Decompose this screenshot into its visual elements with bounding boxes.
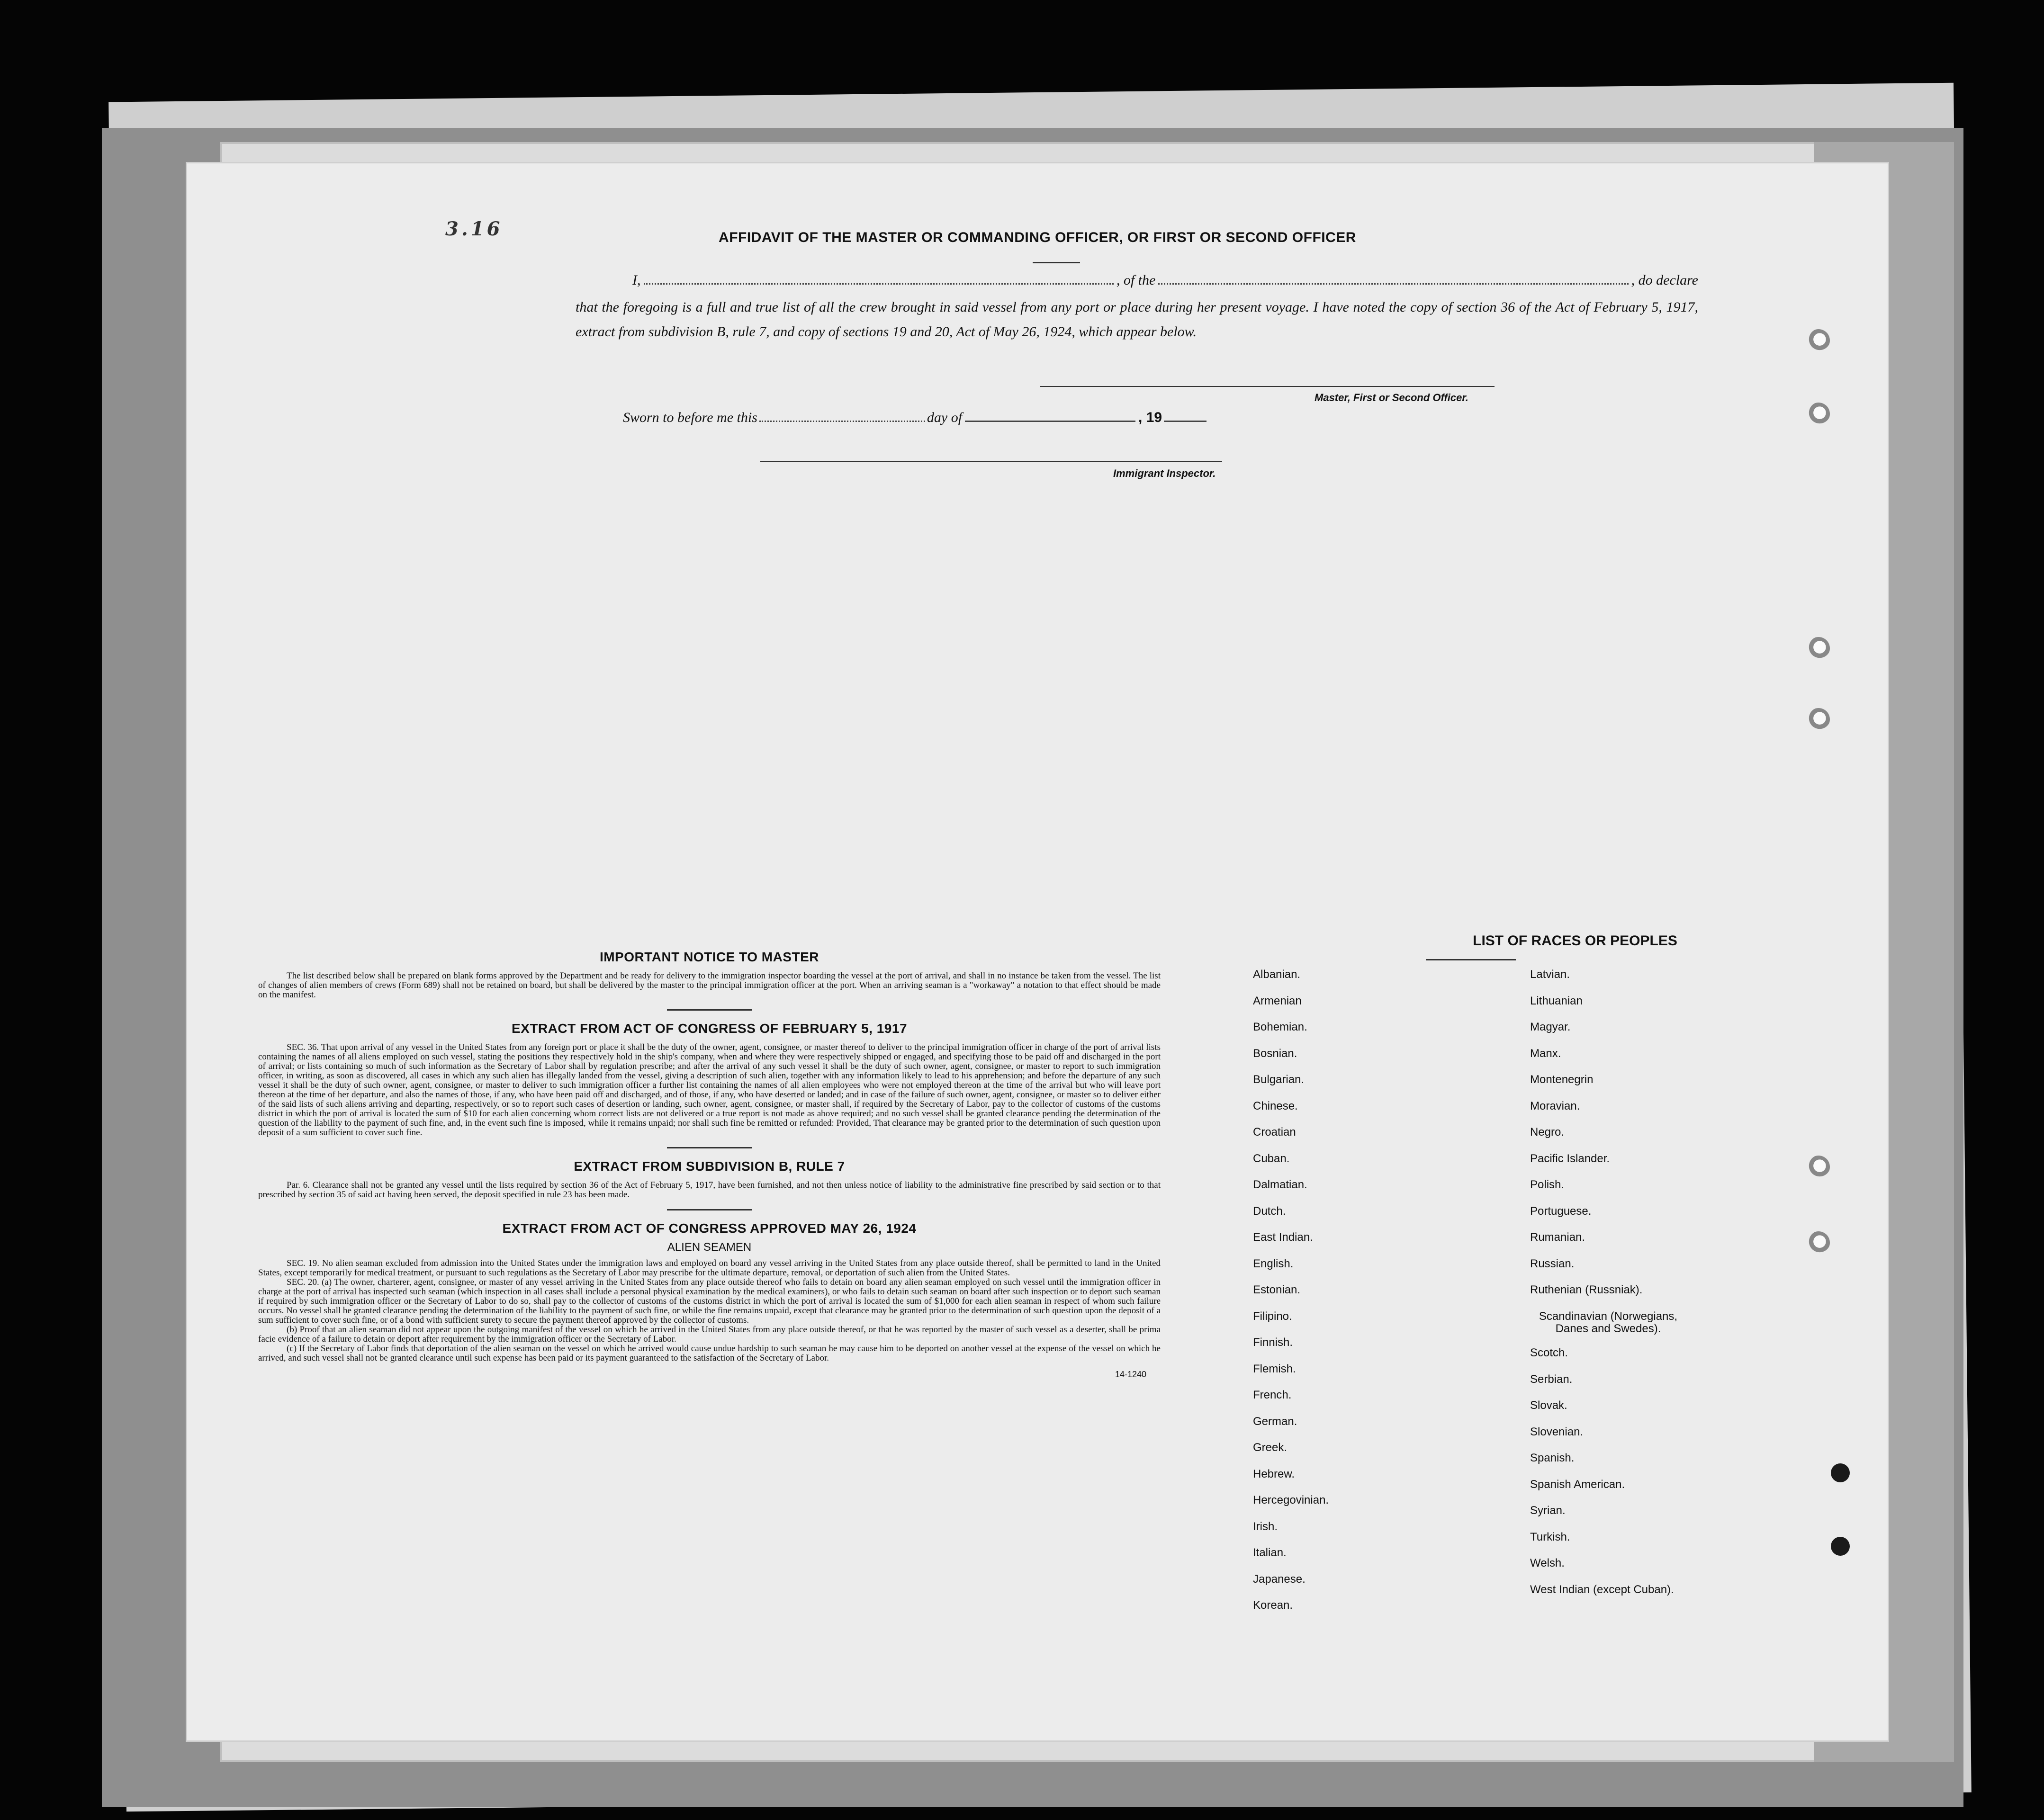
race-item: Serbian. [1530, 1372, 1573, 1386]
affidavit-declaration-line [632, 272, 1698, 288]
race-item: East Indian. [1253, 1231, 1313, 1244]
race-item: Albanian. [1253, 968, 1301, 981]
year-prefix: , 19 [1138, 410, 1162, 425]
race-item: Negro. [1530, 1126, 1565, 1139]
declarant-prefix: I, [632, 272, 641, 288]
affidavit-title: AFFIDAVIT OF THE MASTER OR COMMANDING OFFICER, OR FIRST OR SECOND OFFICER [719, 230, 1356, 245]
race-item: Rumanian. [1530, 1231, 1585, 1244]
inspector-signature-label: Immigrant Inspector. [1113, 467, 1216, 479]
sworn-line [623, 410, 1419, 426]
race-item: Bulgarian. [1253, 1073, 1305, 1086]
race-item: Hebrew. [1253, 1467, 1295, 1480]
punch-hole [1807, 1156, 1830, 1178]
master-signature-label: Master, First or Second Officer. [1315, 392, 1468, 403]
punch-hole [1807, 637, 1830, 660]
vessel-name-field[interactable] [1158, 274, 1628, 285]
punch-hole [1831, 1463, 1850, 1482]
race-item: Moravian. [1530, 1099, 1580, 1112]
race-item: Pacific Islander. [1530, 1152, 1610, 1165]
race-item: Spanish. [1530, 1452, 1575, 1465]
punch-hole [1807, 1231, 1830, 1254]
manifest-page [187, 163, 1888, 1740]
race-item: West Indian (except Cuban). [1530, 1583, 1674, 1596]
of-the-label: , of the [1116, 272, 1156, 288]
sec19-text: SEC. 19. No alien seaman excluded from admission into the United States under the immigration laws and employed on board any vessel arriving in the United States from any place outside thereof, shall be permitted to land in the United States, except temporarily for medical treatment, or pursuant to such regulations as the Secretary of Labor may prescribe for the ultimate departure, removal, or deportation of such alien from the United States. [258, 1258, 1161, 1278]
race-item: Bosnian. [1253, 1047, 1297, 1060]
race-item: Flemish. [1253, 1362, 1296, 1375]
sec20c-text: (c) If the Secretary of Labor finds that deportation of the alien seaman on the vessel on which he arrived would cause undue hardship to such seaman he may cause him to be deported on another vessel at the expense of the vessel on which he arrived, and such vessel shall not be granted clearance until such expense has been paid or its payment guaranteed to the satisfaction of the Secretary of Labor. [258, 1344, 1161, 1363]
divider [667, 1009, 752, 1011]
affidavit-body: that the foregoing is a full and true list of all the crew brought in said vessel from any port or place during her present voyage. I have noted the copy of section 36 of the Act of February 5, 1917, extract from subdivision B, rule 7, and copy of sections 19 and 20, Act of May 26, 1924, which appear below. [576, 299, 1698, 340]
race-item: Greek. [1253, 1441, 1288, 1454]
race-item: Dutch. [1253, 1204, 1286, 1218]
sworn-prefix: Sworn to before me this [623, 410, 757, 425]
race-item: Cuban. [1253, 1152, 1290, 1165]
race-item: German. [1253, 1415, 1297, 1428]
race-item: Russian. [1530, 1257, 1575, 1270]
race-item: Turkish. [1530, 1530, 1570, 1543]
notice-text: The list described below shall be prepared on blank forms approved by the Department and be ready for delivery to the immigration inspector boarding the vessel at the port of arrival, and shall in no instance be taken from the vessel. The list of changes of alien members of crews (Form 689) shall not be retained on board, but shall be delivered by the master to the principal immigration officer at the port. When an arriving seaman is a "workaway" a notation to that effect should be made on the manifest. [258, 971, 1161, 1000]
race-item: Latvian. [1530, 968, 1570, 981]
divider [667, 1209, 752, 1210]
extract-rule7-title: EXTRACT FROM SUBDIVISION B, RULE 7 [574, 1159, 845, 1174]
race-item: Portuguese. [1530, 1204, 1592, 1218]
handwritten-mark: 3.16 [445, 218, 503, 240]
race-item: Japanese. [1253, 1572, 1306, 1586]
race-item: Filipino. [1253, 1309, 1292, 1323]
divider [1426, 959, 1516, 960]
divider [1033, 262, 1080, 263]
punch-hole [1807, 329, 1830, 352]
punch-hole [1807, 403, 1830, 425]
sec20a-text: SEC. 20. (a) The owner, charterer, agent, consignee, or master of any vessel arriving in the United States from any place outside thereof who fails to detain on board any alien seaman employed on such vessel until the immigration officer in charge at the port of arrival has inspected such seaman (which inspection in all cases shall include a personal physical examination by the medical examiners), or who fails to detain such seaman on board after such inspection or to deport such seaman if required by such immigration officer or the Secretary of Labor to do so, shall pay to the collector of customs of the customs district in which the port of arrival is located the sum of $1,000 for each alien seaman in respect of whom such failure occurs. No vessel shall be granted clearance pending the determination of the liability to the payment of such fine, or while the fine remains unpaid, except that clearance may be granted prior to the determination of such question upon the deposit of a sum sufficient to cover such fine, or of a bond with sufficient surety to secure the payment thereof approved by the collector of customs. [258, 1277, 1161, 1325]
race-item: Magyar. [1530, 1021, 1571, 1033]
sworn-year-field[interactable] [1164, 412, 1207, 422]
race-item: Croatian [1253, 1126, 1296, 1139]
race-item: Scotch. [1530, 1346, 1568, 1360]
do-declare-label: , do declare [1631, 272, 1698, 288]
races-title: LIST OF RACES OR PEOPLES [1473, 933, 1677, 949]
race-item: Finnish. [1253, 1336, 1293, 1349]
extract-rule7-text: Par. 6. Clearance shall not be granted any vessel until the lists required by section 36 of the Act of February 5, 1917, have been furnished, and not then unless notice of liability to the administrative fine prescribed by said section or to that prescribed by section 35 of said act having been served, the deposit specified in rule 23 has been made. [258, 1180, 1161, 1200]
race-item: Scandinavian (Norwegians, Danes and Swedes). [1539, 1309, 1678, 1335]
inspector-signature-line[interactable] [760, 461, 1222, 462]
sec20b-text: (b) Proof that an alien seaman did not appear upon the outgoing manifest of the vessel on which he arrived in the United States from any place outside thereof, or that he was reported by the master of such vessel as a deserter, shall be prima facie evidence of a failure to detain or deport after requirement by the immigration officer or the Secretary of Labor. [258, 1325, 1161, 1344]
punch-hole [1831, 1537, 1850, 1556]
sworn-month-field[interactable] [965, 412, 1135, 422]
notice-title: IMPORTANT NOTICE TO MASTER [599, 950, 819, 964]
race-item: Manx. [1530, 1047, 1561, 1060]
punch-hole [1807, 708, 1830, 731]
race-item: Korean. [1253, 1599, 1293, 1612]
extract-1917-text: SEC. 36. That upon arrival of any vessel in the United States from any foreign port or place it shall be the duty of the owner, agent, consignee, or master thereof to deliver to the principal immigration officer in charge of the port of arrival lists containing the names of all aliens employed on such vessel, stating the positions they respectively hold in the ship's company, when and where they were respectively shipped or engaged, and specifying those to be paid off and discharged in the port of arrival; or lists containing so much of such information as the Secretary of Labor shall by regulation prescribe; and after the arrival of any such vessel it shall be the duty of such owner, agent, consignee, or master to report to such immigration officer, in writing, as soon as discovered, all cases in which any such alien has illegally landed from the vessel, giving a description of such alien, together with any information likely to lead to his apprehension; and before the departure of any such vessel it shall be the duty of such owner, agent, consignee, or master to deliver to such immigration officer a further list containing the names of all alien employees who were not employed thereon at the time of the arrival but who will leave port thereon at the time of her departure, and also the names of those, if any, who have been paid off and discharged, and of those, if any, who have deserted or landed; and in case of the failure of such owner, agent, consignee, or master so to deliver either of the said lists of such aliens arriving and departing, respectively, or so to report such cases of desertion or landing, such owner, agent, consignee, or master shall, if required by the Secretary of Labor, pay to the collector of customs of the customs district in which the port of arrival is located the sum of $10 for each alien concerning whom correct lists are not delivered or a true report is not made as above required; and no such vessel shall be granted clearance pending the determination of the question of the liability to the payment of such fine, and, in the event such fine is imposed, while it remains unpaid; nor shall such fine be remitted or refunded: Provided, That clearance may be granted prior to the determination of such question upon deposit of a sum sufficient to cover such fine. [258, 1042, 1161, 1138]
race-item: Armenian [1253, 994, 1302, 1007]
officer-name-field[interactable] [644, 274, 1114, 285]
notices-column [258, 950, 1161, 1380]
race-item: Lithuanian [1530, 994, 1583, 1007]
race-item: Irish. [1253, 1520, 1278, 1533]
race-item: Ruthenian (Russniak). [1530, 1283, 1643, 1296]
extract-1917-title: EXTRACT FROM ACT OF CONGRESS OF FEBRUARY 5, 1917 [511, 1021, 908, 1036]
extract-1924-title: EXTRACT FROM ACT OF CONGRESS APPROVED MAY 26, 1924 [502, 1221, 917, 1236]
race-item: Slovak. [1530, 1399, 1567, 1412]
race-item: Hercegovinian. [1253, 1494, 1329, 1506]
race-item: Chinese. [1253, 1099, 1298, 1112]
race-item: Slovenian. [1530, 1425, 1584, 1438]
race-item: Italian. [1253, 1546, 1287, 1559]
extract-1924-subtitle: ALIEN SEAMEN [667, 1241, 752, 1254]
race-item: Estonian. [1253, 1283, 1301, 1296]
race-item: Spanish American. [1530, 1478, 1625, 1491]
form-number: 14-1240 [1115, 1370, 1146, 1379]
sworn-day-field[interactable] [759, 412, 925, 422]
master-signature-line[interactable] [1040, 386, 1495, 387]
race-item: French. [1253, 1389, 1292, 1401]
divider [667, 1147, 752, 1148]
race-item: Welsh. [1530, 1557, 1565, 1570]
race-item: Polish. [1530, 1178, 1565, 1191]
race-item: Bohemian. [1253, 1021, 1307, 1033]
race-item: Dalmatian. [1253, 1178, 1307, 1191]
race-item: English. [1253, 1257, 1294, 1270]
day-of-label: day of [927, 410, 963, 425]
race-item: Syrian. [1530, 1504, 1566, 1517]
race-item: Montenegrin [1530, 1073, 1594, 1086]
